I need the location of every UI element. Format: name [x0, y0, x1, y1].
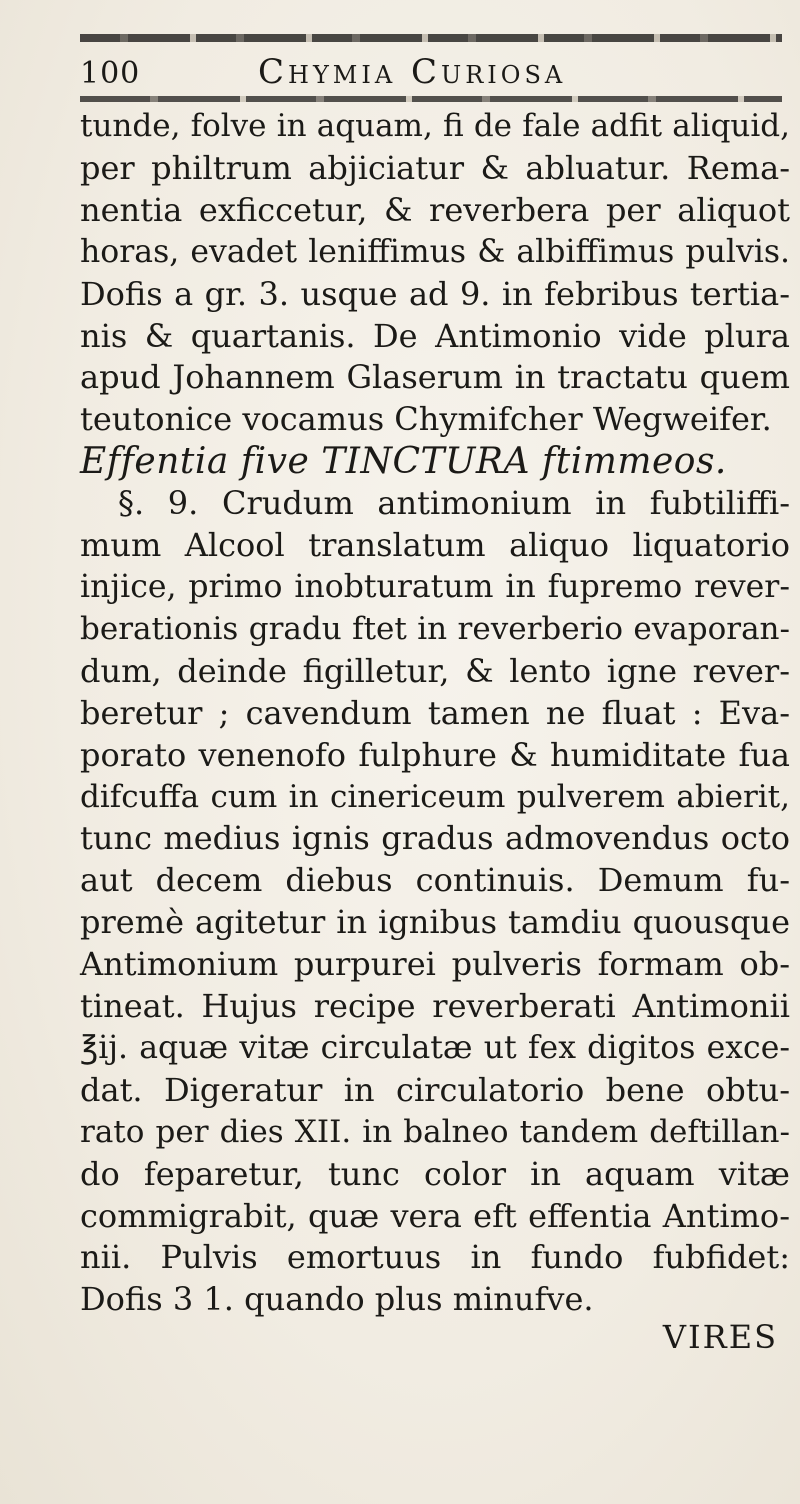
section-heading: Effentia five TINCTURA ftimmeos.: [80, 441, 727, 483]
text-line: beretur ; cavendum tamen ne fluat : Eva-: [80, 693, 790, 732]
text-line: commigrabit, quæ vera eft effentia Antimo-: [80, 1196, 790, 1235]
header-bottom-rule: [80, 96, 782, 102]
text-line: injice, primo inobturatum in fupremo rever-: [80, 568, 790, 605]
text-line: nii. Pulvis emortuus in fundo fubfidet:: [80, 1238, 790, 1277]
text-line: apud Johannem Glaserum in tractatu quem: [80, 358, 790, 397]
text-line: aut decem diebus continuis. Demum fu-: [80, 861, 790, 900]
text-line: Dofis 3 1. quando plus minufve.: [80, 1280, 594, 1319]
text-line: difcuffa cum in cinericeum pulverem abierit,: [80, 778, 790, 815]
catchword: VIRES: [662, 1318, 778, 1356]
text-line: dat. Digeratur in circulatorio bene obtu-: [80, 1070, 790, 1109]
text-line: Dofis a gr. 3. usque ad 9. in febribus tertia-: [80, 274, 790, 313]
text-line: ℥ij. aquæ vitæ circulatæ ut fex digitos exce-: [80, 1029, 790, 1066]
header-top-rule: [80, 34, 782, 42]
text-line: horas, evadet leniffimus & albiffimus pulvis.: [80, 233, 790, 270]
text-line: nentia exficcetur, & reverbera per aliquot: [80, 190, 790, 229]
page-header: [80, 52, 782, 96]
text-line: tunde, folve in aquam, fi de fale adfit aliquid,: [80, 108, 790, 144]
text-line: premè agitetur in ignibus tamdiu quousque: [80, 903, 790, 942]
text-line: berationis gradu ftet in reverberio evaporan-: [80, 610, 790, 647]
text-line: porato venenofo fulphure & humiditate fua: [80, 735, 790, 774]
page-number: 100: [80, 56, 141, 91]
text-line: dum, deinde figilletur, & lento igne rever-: [80, 651, 790, 690]
running-title: Chymia Curiosa: [258, 52, 567, 92]
text-line: tunc medius ignis gradus admovendus octo: [80, 819, 790, 858]
text-line: Antimonium purpurei pulveris formam ob-: [80, 945, 790, 984]
text-line: teutonice vocamus Chymifcher Wegweifer.: [80, 400, 772, 439]
text-line: tineat. Hujus recipe reverberati Antimonii: [80, 987, 790, 1026]
paragraph-first-line: §. 9. Crudum antimonium in fubtiliffi-: [118, 484, 790, 523]
text-line: per philtrum abjiciatur & abluatur. Rema-: [80, 148, 790, 187]
text-line: rato per dies XII. in balneo tandem deftillan-: [80, 1113, 790, 1150]
text-line: nis & quartanis. De Antimonio vide plura: [80, 316, 790, 355]
text-line: mum Alcool translatum aliquo liquatorio: [80, 526, 790, 565]
body-text: [80, 106, 790, 1321]
text-line: do feparetur, tunc color in aquam vitæ: [80, 1154, 790, 1193]
